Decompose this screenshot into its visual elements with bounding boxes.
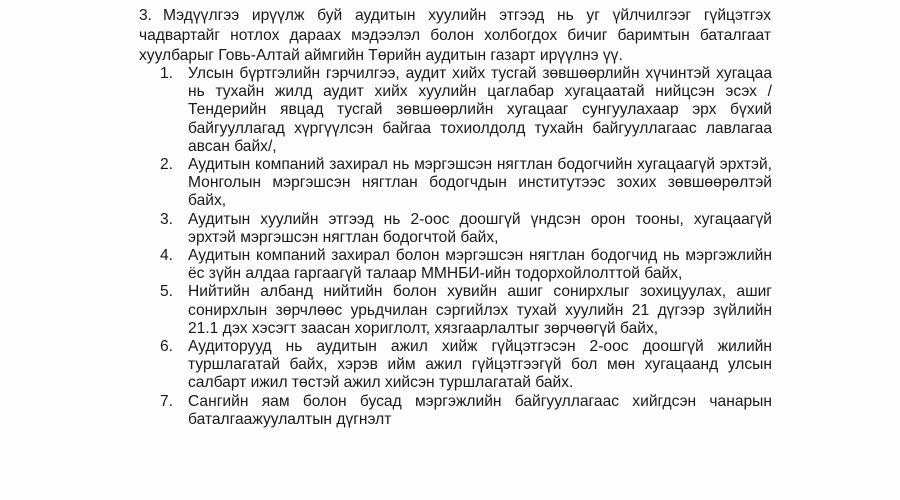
section-text: Мэдүүлгээ ирүүлж буй аудитын хуулийн этгээд нь уг үйлчилгээг гүйцэтгэх чадвартайг нотлох дараах мэдээлэл болон холбогдох бичиг баримтын баталгаат хуулбарыг Говь-Алтай аймгийн Төрийн аудитын газарт ирүүлнэ үү. [139, 7, 771, 64]
requirements-list [160, 65, 772, 429]
list-item-number: 5. [160, 283, 174, 301]
list-item-number: 2. [160, 156, 174, 174]
section-number: 3. [139, 7, 153, 24]
list-item [160, 211, 772, 247]
list-item-number: 6. [160, 338, 174, 356]
list-item-text: Аудиторууд нь аудитын ажил хийж гүйцэтгэсэн 2-оос доошгүй жилийн туршлагатай байх, хэрэв ийм ажил гүйцэтгээгүй бол мөн хугацаанд улсын салбарт ижил төстэй ажил хийсэн туршлагатай байх. [188, 338, 772, 392]
list-item [160, 338, 772, 393]
list-item-text: Нийтийн албанд нийтийн болон хувийн ашиг сонирхлыг зохицуулах, ашиг сонирхлын зөрчлөөс урьдчилан сэргийлэх тухай хуулийн 21 дүгээр зүйлийн 21.1 дэх хэсэгт заасан хориглолт, хязгаарлалтыг зөрчөөгүй байх, [188, 283, 772, 337]
list-item-text: Аудитын компаний захирал болон мэргэшсэн нягтлан бодогчид нь мэргэжлийн ёс зүйн алдаа гаргаагүй талаар ММНБИ-ийн тодорхойлолттой байх, [188, 247, 772, 283]
list-item-text: Аудитын компаний захирал нь мэргэшсэн нягтлан бодогчийн хугацаагүй эрхтэй, Монголын мэргэшсэн нягтлан бодогчдын институтээс зохих зөвшөөрөлтэй байх, [188, 156, 772, 210]
section-paragraph [139, 6, 771, 66]
list-item-number: 4. [160, 247, 174, 265]
list-item-number: 7. [160, 392, 174, 410]
list-item [160, 65, 772, 156]
list-item [160, 393, 772, 429]
list-item-number: 3. [160, 210, 174, 228]
list-item [160, 247, 772, 283]
list-item-text: Улсын бүртгэлийн гэрчилгээ, аудит хийх тусгай зөвшөөрлийн хүчинтэй хугацаа нь тухайн жилд аудит хийх хуулийн цаглабар хугацаатай нийцсэн эсэх /Тендерийн явцад тусгай зөвшөөрлийн хугацааг сунгуулахаар эрх бүхий байгууллагад хүргүүлсэн байгаа тохиолдолд тухайн байгууллагаас лавлагаа авсан байх/, [188, 65, 772, 155]
list-item [160, 156, 772, 211]
list-item-number: 1. [160, 65, 174, 82]
list-item [160, 283, 772, 338]
list-item-text: Аудитын хуулийн этгээд нь 2-оос доошгүй үндсэн орон тооны, хугацаагүй эрхтэй мэргэшсэн нягтлан бодогчтой байх, [188, 210, 772, 246]
list-item-text: Сангийн яам болон бусад мэргэжлийн байгууллагаас хийгдсэн чанарын баталгаажуулалтын дүгнэлт [188, 392, 772, 428]
